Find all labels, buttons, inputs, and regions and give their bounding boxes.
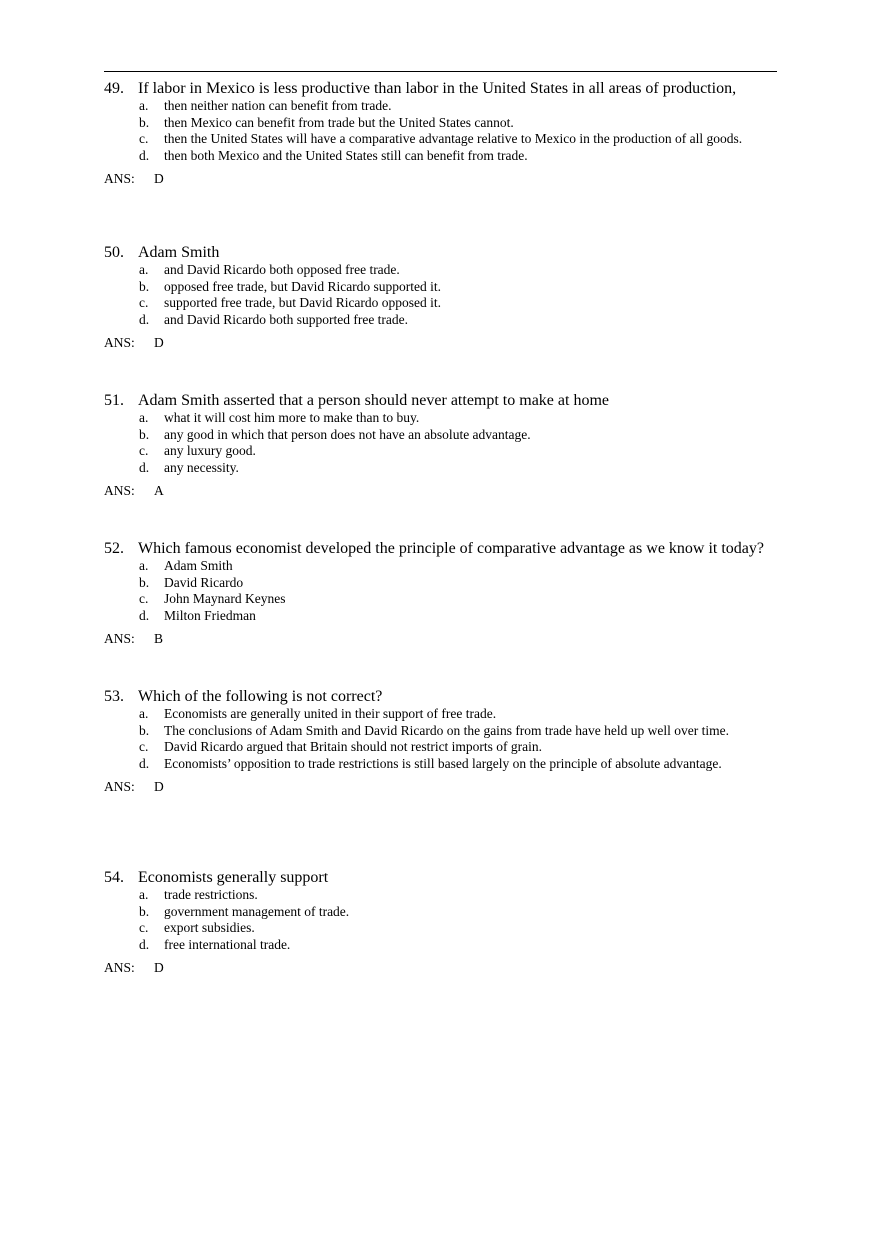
option-letter: d.	[139, 607, 150, 623]
answer-value: D	[154, 335, 164, 350]
answer-label: ANS:	[104, 483, 135, 498]
option-c	[104, 920, 744, 937]
option-d	[104, 937, 744, 954]
option-a	[104, 887, 744, 904]
question-52	[104, 540, 764, 647]
option-letter: a.	[139, 706, 149, 721]
option-b	[104, 904, 744, 921]
question-stem	[104, 688, 764, 706]
option-letter: d.	[139, 311, 150, 327]
question-stem	[104, 540, 764, 558]
answer-line	[104, 483, 764, 499]
option-b	[104, 723, 744, 740]
option-letter: b.	[139, 114, 150, 130]
answer-value: B	[154, 631, 164, 646]
option-letter: a.	[139, 410, 149, 425]
option-letter: c.	[139, 591, 149, 606]
option-d	[104, 756, 744, 773]
option-c	[104, 131, 744, 148]
option-list	[104, 410, 764, 476]
option-letter: c.	[139, 443, 149, 458]
option-letter: d.	[139, 936, 150, 952]
answer-value: A	[154, 483, 164, 498]
option-letter: d.	[139, 755, 150, 771]
question-50	[104, 244, 764, 351]
option-text: and David Ricardo both supported free trade.	[164, 311, 409, 327]
answer-label: ANS:	[104, 171, 135, 186]
option-a	[104, 262, 744, 279]
option-letter: b.	[139, 903, 150, 919]
question-49	[104, 80, 764, 187]
option-b	[104, 427, 744, 444]
question-number: 50.	[104, 244, 124, 261]
question-stem	[104, 80, 764, 98]
option-c	[104, 295, 744, 312]
option-b	[104, 575, 744, 592]
option-a	[104, 410, 744, 427]
option-d	[104, 608, 744, 625]
answer-line	[104, 779, 764, 795]
option-text: then neither nation can benefit from trade.	[164, 98, 392, 113]
option-b	[104, 115, 744, 132]
option-letter: a.	[139, 98, 149, 113]
option-text: then the United States will have a comparative advantage relative to Mexico in the production of all goods.	[164, 131, 743, 146]
answer-line	[104, 960, 764, 976]
question-number: 54.	[104, 869, 124, 886]
option-text: and David Ricardo both opposed free trade.	[164, 262, 400, 277]
option-d	[104, 148, 744, 165]
option-text: then Mexico can benefit from trade but the United States cannot.	[164, 114, 514, 130]
option-text: any luxury good.	[164, 443, 256, 458]
question-number: 49.	[104, 80, 124, 97]
question-stem	[104, 392, 764, 410]
option-list	[104, 706, 764, 772]
question-54	[104, 869, 764, 976]
option-d	[104, 312, 744, 329]
option-text: Adam Smith	[164, 558, 233, 573]
option-text: John Maynard Keynes	[164, 591, 286, 606]
answer-line	[104, 631, 764, 647]
top-divider	[104, 71, 777, 72]
option-text: David Ricardo	[164, 574, 244, 590]
question-text: Adam Smith	[138, 244, 220, 261]
option-list	[104, 262, 764, 328]
answer-label: ANS:	[104, 335, 135, 350]
question-text: Which of the following is not correct?	[138, 688, 383, 705]
option-text: supported free trade, but David Ricardo opposed it.	[164, 295, 442, 310]
option-letter: c.	[139, 131, 149, 146]
answer-value: D	[154, 779, 164, 794]
answer-value: D	[154, 960, 164, 975]
option-c	[104, 739, 744, 756]
option-text: export subsidies.	[164, 920, 255, 935]
option-text: Economists’ opposition to trade restrictions is still based largely on the principle of absolute advantage.	[164, 755, 722, 771]
option-a	[104, 98, 744, 115]
option-text: trade restrictions.	[164, 887, 258, 902]
answer-label: ANS:	[104, 779, 135, 794]
question-stem	[104, 869, 764, 887]
option-text: opposed free trade, but David Ricardo supported it.	[164, 278, 442, 294]
answer-line	[104, 335, 764, 351]
option-letter: b.	[139, 278, 150, 294]
option-a	[104, 706, 744, 723]
answer-value: D	[154, 171, 164, 186]
question-number: 51.	[104, 392, 124, 409]
option-d	[104, 460, 744, 477]
option-text: free international trade.	[164, 936, 291, 952]
option-letter: c.	[139, 739, 149, 754]
option-a	[104, 558, 744, 575]
option-letter: b.	[139, 426, 150, 442]
option-letter: d.	[139, 459, 150, 475]
option-letter: a.	[139, 558, 149, 573]
question-text: Economists generally support	[138, 869, 329, 886]
question-51	[104, 392, 764, 499]
option-letter: b.	[139, 722, 150, 738]
option-text: The conclusions of Adam Smith and David Ricardo on the gains from trade have held up well over time.	[164, 722, 729, 738]
question-stem	[104, 244, 764, 262]
question-53	[104, 688, 764, 795]
option-c	[104, 591, 744, 608]
option-c	[104, 443, 744, 460]
option-letter: b.	[139, 574, 150, 590]
question-text: Which famous economist developed the principle of comparative advantage as we know it today?	[138, 540, 765, 557]
option-list	[104, 887, 764, 953]
option-text: then both Mexico and the United States still can benefit from trade.	[164, 147, 528, 163]
option-text: Milton Friedman	[164, 607, 256, 623]
option-text: any good in which that person does not have an absolute advantage.	[164, 426, 531, 442]
answer-label: ANS:	[104, 960, 135, 975]
option-list	[104, 98, 764, 164]
question-text: If labor in Mexico is less productive than labor in the United States in all areas of production,	[138, 80, 737, 97]
question-text: Adam Smith asserted that a person should never attempt to make at home	[138, 392, 609, 409]
option-text: what it will cost him more to make than to buy.	[164, 410, 420, 425]
option-text: government management of trade.	[164, 903, 350, 919]
option-text: Economists are generally united in their support of free trade.	[164, 706, 497, 721]
question-number: 52.	[104, 540, 124, 557]
answer-line	[104, 171, 764, 187]
option-list	[104, 558, 764, 624]
option-letter: a.	[139, 887, 149, 902]
option-letter: a.	[139, 262, 149, 277]
option-letter: c.	[139, 295, 149, 310]
question-number: 53.	[104, 688, 124, 705]
option-letter: c.	[139, 920, 149, 935]
option-b	[104, 279, 744, 296]
option-letter: d.	[139, 147, 150, 163]
option-text: any necessity.	[164, 459, 239, 475]
answer-label: ANS:	[104, 631, 135, 646]
option-text: David Ricardo argued that Britain should not restrict imports of grain.	[164, 739, 543, 754]
